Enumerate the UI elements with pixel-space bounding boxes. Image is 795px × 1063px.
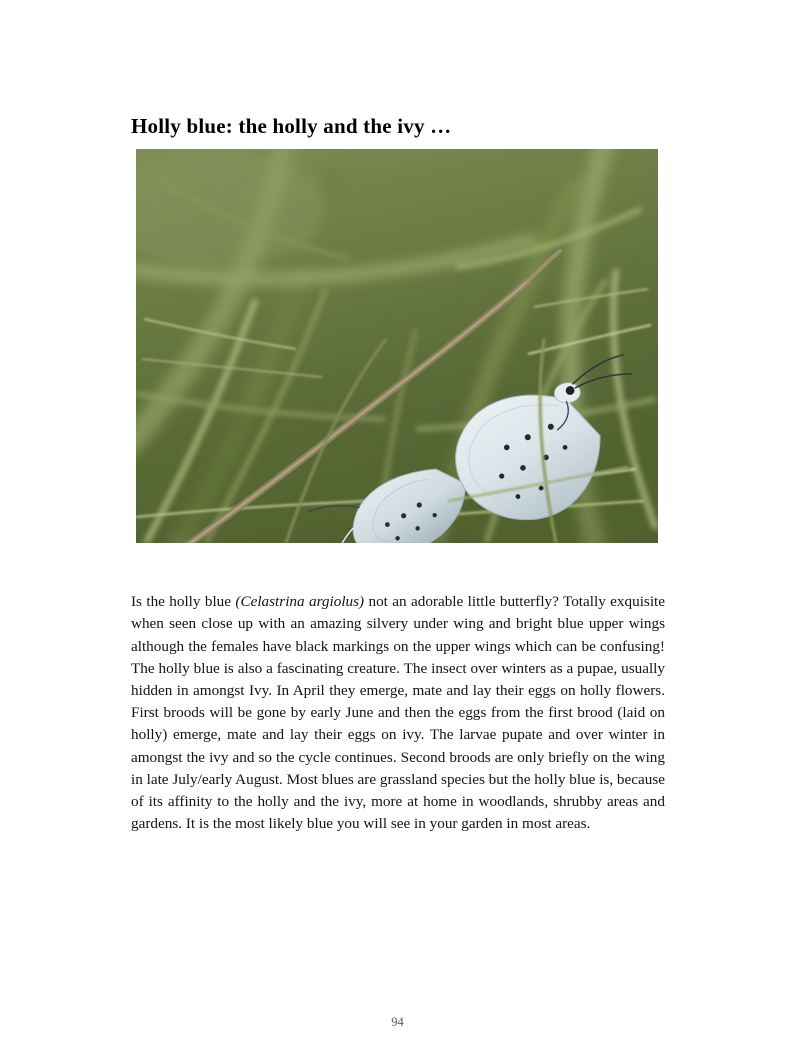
page-title: Holly blue: the holly and the ivy …: [131, 114, 452, 139]
body-paragraph: [131, 591, 665, 835]
page-number: 94: [391, 1015, 404, 1029]
species-name: (Celastrina argiolus): [235, 593, 365, 611]
holly-blue-butterflies-photo: [136, 149, 658, 543]
photo-illustration: [136, 149, 658, 543]
paragraph-part-2: not an adorable little butterfly? Totally exquisite when seen close up with an amazing silvery under wing and bright blue upper wings although the females have black markings on the upper wings which can be confusing! The holly blue is also a fascinating creature. The insect over winters as a pupae, usually hidden in amongst Ivy. In April they emerge, mate and lay their eggs on holly flowers. First broods will be gone by early June and then the eggs from the first brood (laid on holly) emerge, mate and lay their eggs on ivy. The larvae pupate and over winter in amongst the ivy and so the cycle continues. Second broods are only briefly on the wing in late July/early August. Most blues are grassland species but the holly blue is, because of its affinity to the holly and the ivy, more at home in woodlands, shrubby areas and gardens. It is the most likely blue you will see in your garden in most areas.: [131, 593, 666, 833]
paragraph-part-1: Is the holly blue: [131, 593, 236, 611]
